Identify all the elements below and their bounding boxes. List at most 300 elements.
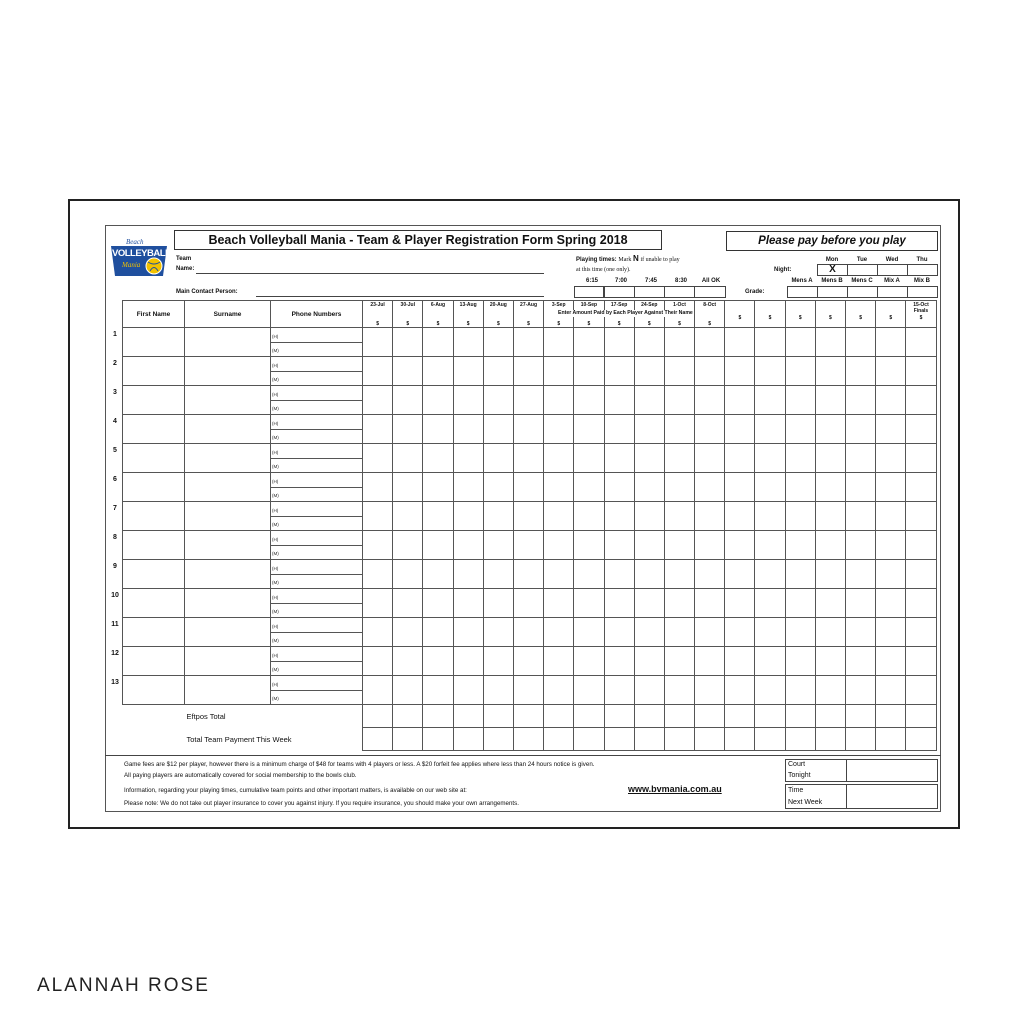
- payment-cell[interactable]: [815, 415, 845, 444]
- eftpos-cell[interactable]: [483, 705, 513, 728]
- payment-cell[interactable]: [695, 386, 725, 415]
- payment-cell[interactable]: [755, 560, 785, 589]
- eftpos-cell[interactable]: [785, 705, 815, 728]
- surname-cell[interactable]: [185, 589, 271, 618]
- first-name-cell[interactable]: [123, 473, 185, 502]
- surname-cell[interactable]: [185, 444, 271, 473]
- payment-cell[interactable]: [785, 328, 815, 357]
- payment-cell[interactable]: [513, 415, 543, 444]
- payment-cell[interactable]: [393, 560, 423, 589]
- payment-cell[interactable]: [725, 531, 755, 560]
- payment-cell[interactable]: [695, 647, 725, 676]
- time-box-all-ok[interactable]: [694, 286, 726, 298]
- payment-cell[interactable]: [423, 647, 453, 676]
- payment-cell[interactable]: [785, 357, 815, 386]
- payment-cell[interactable]: [423, 502, 453, 531]
- payment-cell[interactable]: [574, 531, 604, 560]
- payment-cell[interactable]: [393, 618, 423, 647]
- payment-cell[interactable]: [513, 676, 543, 705]
- first-name-cell[interactable]: [123, 676, 185, 705]
- payment-cell[interactable]: [483, 502, 513, 531]
- payment-cell[interactable]: [664, 386, 694, 415]
- total-cell[interactable]: [634, 728, 664, 751]
- payment-cell[interactable]: [846, 357, 876, 386]
- payment-cell[interactable]: [423, 676, 453, 705]
- payment-cell[interactable]: [725, 473, 755, 502]
- payment-cell[interactable]: [393, 473, 423, 502]
- payment-cell[interactable]: [453, 357, 483, 386]
- payment-cell[interactable]: [604, 502, 634, 531]
- payment-cell[interactable]: [664, 328, 694, 357]
- payment-cell[interactable]: [363, 589, 393, 618]
- eftpos-cell[interactable]: [513, 705, 543, 728]
- payment-cell[interactable]: [634, 444, 664, 473]
- surname-cell[interactable]: [185, 560, 271, 589]
- payment-cell[interactable]: [634, 328, 664, 357]
- payment-cell[interactable]: [876, 386, 906, 415]
- surname-cell[interactable]: [185, 618, 271, 647]
- payment-cell[interactable]: [574, 618, 604, 647]
- payment-cell[interactable]: [815, 531, 845, 560]
- payment-cell[interactable]: [755, 531, 785, 560]
- payment-cell[interactable]: [906, 415, 936, 444]
- payment-cell[interactable]: [483, 357, 513, 386]
- payment-cell[interactable]: [755, 386, 785, 415]
- payment-cell[interactable]: [483, 473, 513, 502]
- payment-cell[interactable]: [695, 531, 725, 560]
- website-link[interactable]: www.bvmania.com.au: [628, 784, 722, 794]
- payment-cell[interactable]: [785, 676, 815, 705]
- payment-cell[interactable]: [363, 473, 393, 502]
- payment-cell[interactable]: [846, 560, 876, 589]
- payment-cell[interactable]: [423, 357, 453, 386]
- payment-cell[interactable]: [453, 647, 483, 676]
- payment-cell[interactable]: [785, 589, 815, 618]
- eftpos-cell[interactable]: [544, 705, 574, 728]
- payment-cell[interactable]: [544, 647, 574, 676]
- payment-cell[interactable]: [363, 647, 393, 676]
- total-cell[interactable]: [815, 728, 845, 751]
- surname-cell[interactable]: [185, 531, 271, 560]
- payment-cell[interactable]: [544, 502, 574, 531]
- phone-cell[interactable]: [271, 502, 363, 531]
- total-cell[interactable]: [363, 728, 393, 751]
- payment-cell[interactable]: [604, 386, 634, 415]
- payment-cell[interactable]: [483, 589, 513, 618]
- payment-cell[interactable]: [393, 357, 423, 386]
- payment-cell[interactable]: [634, 676, 664, 705]
- payment-cell[interactable]: [755, 444, 785, 473]
- time-box-745[interactable]: [634, 286, 665, 298]
- payment-cell[interactable]: [695, 415, 725, 444]
- payment-cell[interactable]: [846, 386, 876, 415]
- payment-cell[interactable]: [815, 589, 845, 618]
- payment-cell[interactable]: [423, 386, 453, 415]
- payment-cell[interactable]: [846, 444, 876, 473]
- payment-cell[interactable]: [453, 415, 483, 444]
- payment-cell[interactable]: [483, 444, 513, 473]
- payment-cell[interactable]: [544, 618, 574, 647]
- payment-cell[interactable]: [453, 473, 483, 502]
- payment-cell[interactable]: [664, 560, 694, 589]
- total-cell[interactable]: [393, 728, 423, 751]
- payment-cell[interactable]: [695, 502, 725, 531]
- payment-cell[interactable]: [483, 560, 513, 589]
- payment-cell[interactable]: [815, 473, 845, 502]
- total-cell[interactable]: [906, 728, 936, 751]
- payment-cell[interactable]: [604, 357, 634, 386]
- payment-cell[interactable]: [363, 328, 393, 357]
- grade-box-mens-c[interactable]: [847, 286, 878, 298]
- eftpos-cell[interactable]: [664, 705, 694, 728]
- first-name-cell[interactable]: [123, 502, 185, 531]
- surname-cell[interactable]: [185, 357, 271, 386]
- payment-cell[interactable]: [785, 386, 815, 415]
- total-cell[interactable]: [664, 728, 694, 751]
- payment-cell[interactable]: [423, 415, 453, 444]
- payment-cell[interactable]: [906, 647, 936, 676]
- payment-cell[interactable]: [906, 676, 936, 705]
- surname-cell[interactable]: [185, 386, 271, 415]
- payment-cell[interactable]: [483, 647, 513, 676]
- grade-box-mix-a[interactable]: [877, 286, 908, 298]
- payment-cell[interactable]: [846, 589, 876, 618]
- phone-cell[interactable]: [271, 676, 363, 705]
- payment-cell[interactable]: [876, 328, 906, 357]
- phone-cell[interactable]: [271, 328, 363, 357]
- phone-cell[interactable]: [271, 618, 363, 647]
- payment-cell[interactable]: [363, 618, 393, 647]
- eftpos-cell[interactable]: [604, 705, 634, 728]
- phone-cell[interactable]: [271, 357, 363, 386]
- payment-cell[interactable]: [695, 618, 725, 647]
- total-cell[interactable]: [544, 728, 574, 751]
- payment-cell[interactable]: [574, 357, 604, 386]
- payment-cell[interactable]: [393, 531, 423, 560]
- payment-cell[interactable]: [544, 444, 574, 473]
- payment-cell[interactable]: [876, 444, 906, 473]
- eftpos-cell[interactable]: [695, 705, 725, 728]
- payment-cell[interactable]: [634, 473, 664, 502]
- payment-cell[interactable]: [755, 647, 785, 676]
- payment-cell[interactable]: [634, 386, 664, 415]
- payment-cell[interactable]: [604, 473, 634, 502]
- payment-cell[interactable]: [574, 473, 604, 502]
- payment-cell[interactable]: [604, 444, 634, 473]
- payment-cell[interactable]: [846, 415, 876, 444]
- payment-cell[interactable]: [876, 473, 906, 502]
- payment-cell[interactable]: [876, 415, 906, 444]
- payment-cell[interactable]: [846, 328, 876, 357]
- payment-cell[interactable]: [846, 502, 876, 531]
- payment-cell[interactable]: [513, 473, 543, 502]
- payment-cell[interactable]: [906, 473, 936, 502]
- grade-box-mens-b[interactable]: [817, 286, 848, 298]
- payment-cell[interactable]: [815, 618, 845, 647]
- payment-cell[interactable]: [664, 589, 694, 618]
- night-box-tue[interactable]: [847, 264, 878, 276]
- payment-cell[interactable]: [785, 618, 815, 647]
- payment-cell[interactable]: [725, 647, 755, 676]
- payment-cell[interactable]: [574, 386, 604, 415]
- payment-cell[interactable]: [513, 531, 543, 560]
- payment-cell[interactable]: [695, 676, 725, 705]
- payment-cell[interactable]: [513, 589, 543, 618]
- first-name-cell[interactable]: [123, 357, 185, 386]
- payment-cell[interactable]: [664, 415, 694, 444]
- payment-cell[interactable]: [423, 560, 453, 589]
- grade-box-mens-a[interactable]: [787, 286, 818, 298]
- payment-cell[interactable]: [664, 357, 694, 386]
- payment-cell[interactable]: [604, 415, 634, 444]
- payment-cell[interactable]: [695, 328, 725, 357]
- phone-cell[interactable]: [271, 531, 363, 560]
- payment-cell[interactable]: [815, 444, 845, 473]
- payment-cell[interactable]: [695, 560, 725, 589]
- payment-cell[interactable]: [846, 676, 876, 705]
- payment-cell[interactable]: [574, 415, 604, 444]
- payment-cell[interactable]: [544, 357, 574, 386]
- surname-cell[interactable]: [185, 647, 271, 676]
- payment-cell[interactable]: [393, 647, 423, 676]
- payment-cell[interactable]: [393, 444, 423, 473]
- payment-cell[interactable]: [755, 676, 785, 705]
- payment-cell[interactable]: [363, 676, 393, 705]
- payment-cell[interactable]: [815, 676, 845, 705]
- payment-cell[interactable]: [664, 502, 694, 531]
- payment-cell[interactable]: [393, 589, 423, 618]
- payment-cell[interactable]: [544, 328, 574, 357]
- payment-cell[interactable]: [393, 415, 423, 444]
- payment-cell[interactable]: [483, 531, 513, 560]
- payment-cell[interactable]: [846, 473, 876, 502]
- payment-cell[interactable]: [755, 589, 785, 618]
- payment-cell[interactable]: [785, 473, 815, 502]
- total-cell[interactable]: [755, 728, 785, 751]
- payment-cell[interactable]: [634, 502, 664, 531]
- payment-cell[interactable]: [423, 444, 453, 473]
- payment-cell[interactable]: [513, 618, 543, 647]
- payment-cell[interactable]: [725, 618, 755, 647]
- payment-cell[interactable]: [755, 328, 785, 357]
- payment-cell[interactable]: [453, 531, 483, 560]
- payment-cell[interactable]: [544, 676, 574, 705]
- time-box-615[interactable]: [574, 286, 604, 298]
- payment-cell[interactable]: [604, 328, 634, 357]
- night-box-wed[interactable]: [877, 264, 908, 276]
- payment-cell[interactable]: [695, 444, 725, 473]
- eftpos-cell[interactable]: [393, 705, 423, 728]
- payment-cell[interactable]: [755, 618, 785, 647]
- payment-cell[interactable]: [363, 386, 393, 415]
- night-box-mon[interactable]: X: [817, 264, 848, 276]
- payment-cell[interactable]: [906, 357, 936, 386]
- payment-cell[interactable]: [725, 676, 755, 705]
- payment-cell[interactable]: [906, 444, 936, 473]
- payment-cell[interactable]: [604, 647, 634, 676]
- payment-cell[interactable]: [544, 560, 574, 589]
- payment-cell[interactable]: [453, 328, 483, 357]
- payment-cell[interactable]: [604, 676, 634, 705]
- payment-cell[interactable]: [785, 502, 815, 531]
- eftpos-cell[interactable]: [906, 705, 936, 728]
- payment-cell[interactable]: [725, 415, 755, 444]
- payment-cell[interactable]: [846, 647, 876, 676]
- payment-cell[interactable]: [785, 415, 815, 444]
- total-cell[interactable]: [513, 728, 543, 751]
- payment-cell[interactable]: [453, 386, 483, 415]
- total-cell[interactable]: [453, 728, 483, 751]
- payment-cell[interactable]: [513, 386, 543, 415]
- payment-cell[interactable]: [815, 647, 845, 676]
- payment-cell[interactable]: [574, 444, 604, 473]
- payment-cell[interactable]: [604, 531, 634, 560]
- payment-cell[interactable]: [906, 618, 936, 647]
- payment-cell[interactable]: [483, 386, 513, 415]
- payment-cell[interactable]: [906, 531, 936, 560]
- payment-cell[interactable]: [846, 531, 876, 560]
- payment-cell[interactable]: [906, 560, 936, 589]
- total-cell[interactable]: [876, 728, 906, 751]
- eftpos-cell[interactable]: [423, 705, 453, 728]
- first-name-cell[interactable]: [123, 444, 185, 473]
- payment-cell[interactable]: [363, 444, 393, 473]
- payment-cell[interactable]: [725, 328, 755, 357]
- phone-cell[interactable]: [271, 589, 363, 618]
- payment-cell[interactable]: [876, 589, 906, 618]
- payment-cell[interactable]: [544, 531, 574, 560]
- night-box-thu[interactable]: [907, 264, 938, 276]
- first-name-cell[interactable]: [123, 328, 185, 357]
- payment-cell[interactable]: [725, 386, 755, 415]
- payment-cell[interactable]: [513, 502, 543, 531]
- payment-cell[interactable]: [423, 589, 453, 618]
- payment-cell[interactable]: [393, 676, 423, 705]
- payment-cell[interactable]: [423, 473, 453, 502]
- payment-cell[interactable]: [906, 386, 936, 415]
- payment-cell[interactable]: [483, 415, 513, 444]
- phone-cell[interactable]: [271, 415, 363, 444]
- first-name-cell[interactable]: [123, 415, 185, 444]
- payment-cell[interactable]: [876, 676, 906, 705]
- payment-cell[interactable]: [363, 531, 393, 560]
- payment-cell[interactable]: [695, 357, 725, 386]
- payment-cell[interactable]: [725, 357, 755, 386]
- payment-cell[interactable]: [664, 473, 694, 502]
- payment-cell[interactable]: [755, 415, 785, 444]
- eftpos-cell[interactable]: [634, 705, 664, 728]
- first-name-cell[interactable]: [123, 647, 185, 676]
- first-name-cell[interactable]: [123, 560, 185, 589]
- payment-cell[interactable]: [363, 415, 393, 444]
- payment-cell[interactable]: [876, 618, 906, 647]
- payment-cell[interactable]: [906, 502, 936, 531]
- eftpos-cell[interactable]: [755, 705, 785, 728]
- payment-cell[interactable]: [695, 589, 725, 618]
- payment-cell[interactable]: [513, 647, 543, 676]
- payment-cell[interactable]: [634, 357, 664, 386]
- payment-cell[interactable]: [785, 560, 815, 589]
- payment-cell[interactable]: [604, 618, 634, 647]
- payment-cell[interactable]: [513, 328, 543, 357]
- payment-cell[interactable]: [453, 560, 483, 589]
- payment-cell[interactable]: [483, 618, 513, 647]
- phone-cell[interactable]: [271, 444, 363, 473]
- time-box-830[interactable]: [664, 286, 695, 298]
- payment-cell[interactable]: [574, 328, 604, 357]
- payment-cell[interactable]: [423, 531, 453, 560]
- first-name-cell[interactable]: [123, 589, 185, 618]
- payment-cell[interactable]: [906, 328, 936, 357]
- total-cell[interactable]: [574, 728, 604, 751]
- payment-cell[interactable]: [725, 589, 755, 618]
- payment-cell[interactable]: [664, 444, 694, 473]
- eftpos-cell[interactable]: [815, 705, 845, 728]
- payment-cell[interactable]: [815, 328, 845, 357]
- first-name-cell[interactable]: [123, 531, 185, 560]
- payment-cell[interactable]: [363, 560, 393, 589]
- payment-cell[interactable]: [725, 560, 755, 589]
- eftpos-cell[interactable]: [725, 705, 755, 728]
- payment-cell[interactable]: [574, 676, 604, 705]
- surname-cell[interactable]: [185, 328, 271, 357]
- payment-cell[interactable]: [453, 676, 483, 705]
- payment-cell[interactable]: [574, 589, 604, 618]
- total-cell[interactable]: [423, 728, 453, 751]
- phone-cell[interactable]: [271, 560, 363, 589]
- payment-cell[interactable]: [423, 328, 453, 357]
- payment-cell[interactable]: [453, 502, 483, 531]
- payment-cell[interactable]: [544, 473, 574, 502]
- payment-cell[interactable]: [423, 618, 453, 647]
- payment-cell[interactable]: [876, 560, 906, 589]
- payment-cell[interactable]: [785, 531, 815, 560]
- payment-cell[interactable]: [815, 357, 845, 386]
- phone-cell[interactable]: [271, 386, 363, 415]
- total-cell[interactable]: [785, 728, 815, 751]
- payment-cell[interactable]: [846, 618, 876, 647]
- surname-cell[interactable]: [185, 473, 271, 502]
- payment-cell[interactable]: [755, 502, 785, 531]
- payment-cell[interactable]: [664, 676, 694, 705]
- payment-cell[interactable]: [483, 328, 513, 357]
- payment-cell[interactable]: [393, 328, 423, 357]
- payment-cell[interactable]: [604, 589, 634, 618]
- eftpos-cell[interactable]: [876, 705, 906, 728]
- payment-cell[interactable]: [876, 647, 906, 676]
- payment-cell[interactable]: [544, 415, 574, 444]
- payment-cell[interactable]: [393, 386, 423, 415]
- payment-cell[interactable]: [544, 589, 574, 618]
- total-cell[interactable]: [725, 728, 755, 751]
- payment-cell[interactable]: [634, 618, 664, 647]
- payment-cell[interactable]: [785, 444, 815, 473]
- payment-cell[interactable]: [664, 531, 694, 560]
- eftpos-cell[interactable]: [574, 705, 604, 728]
- payment-cell[interactable]: [453, 444, 483, 473]
- payment-cell[interactable]: [453, 589, 483, 618]
- eftpos-cell[interactable]: [363, 705, 393, 728]
- payment-cell[interactable]: [876, 531, 906, 560]
- payment-cell[interactable]: [634, 531, 664, 560]
- payment-cell[interactable]: [574, 647, 604, 676]
- payment-cell[interactable]: [725, 444, 755, 473]
- eftpos-cell[interactable]: [453, 705, 483, 728]
- surname-cell[interactable]: [185, 415, 271, 444]
- phone-cell[interactable]: [271, 647, 363, 676]
- payment-cell[interactable]: [393, 502, 423, 531]
- payment-cell[interactable]: [513, 560, 543, 589]
